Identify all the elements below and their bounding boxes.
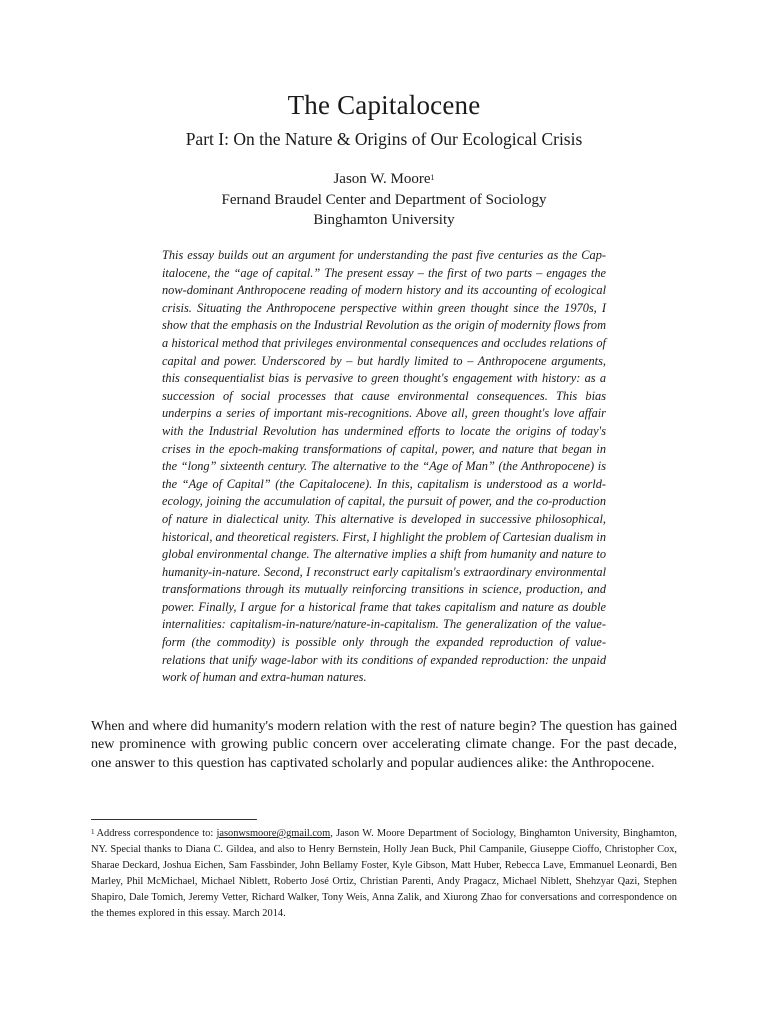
email-link[interactable]: jasonwsmoore@gmail.com [216,828,331,839]
author-block [0,169,768,231]
footnote-divider [91,819,257,820]
body-paragraph: When and where did humanity's modern relation with the rest of nature begin? The question has gained new prominence with growing public concern over accelerating climate change. For the past decade, one answer to this question has captivated scholarly and popular audiences alike: the Anthropocene. [91,718,677,771]
footnote-reference[interactable]: 1 [430,173,435,182]
author-university: Binghamton University [313,212,455,228]
author-name: Jason W. Moore [333,171,431,187]
footnote [91,826,677,921]
page-subtitle: Part I: On the Nature & Origins of Our Ecological Crisis [185,129,583,149]
footnote-text: , Jason W. Moore Department of Sociology, Binghamton University, Binghamton, NY. Special thanks to Diana C. Gildea, and also to Henry Bernstein, Holly Jean Buck, Phil Campanile, Giuseppe Cioffo, Christopher Cox, Sharae Deckard, Joshua Eichen, Sam Fassbinder, John Bellamy Foster, Kyle Gibson, Matt Huber, Rebecca Lave, Emmanuel Leonardi, Ben Marley, Phil McMichael, Michael Niblett, Roberto José Ortiz, Christian Parenti, Andy Pragacz, Michael Niblett, Shehzyar Qazi, Stephen Shapiro, Dale Tomich, Jeremy Vetter, Richard Walker, Tony Weis, Anna Zalik, and Xiurong Zhao for conversations and correspondence on the themes explored in this essay. March 2014. [91,828,677,919]
page-title: The Capitalocene [287,90,481,120]
footnote-mark: 1 [91,828,95,836]
author-line [0,169,768,190]
abstract: This essay builds out an argument for understanding the past five centuries as the Capitalocene, the “age of capital.” The present essay – the first of two parts – engages the now-dominant Anthropocene reading of modern history and its accounting of ecological crisis. Situating the Anthropocene perspective within green thought since the 1970s, I show that the emphasis on the Industrial Revolution as the origin of modernity flows from a historical method that privileges environmental consequences and occludes relations of capital and power. Underscored by – but hardly limited to – Anthropocene arguments, this consequentialist bias is pervasive to green thought's engagement with history: as a succession of social processes that cause environmental consequences. This bias underpins a series of important mis-recognitions. Above all, green thought's love affair with the Industrial Revolution has undermined efforts to locate the origins of today's crises in the epoch-making transformations of capital, power, and nature that began in the “long” sixteenth century. The alternative to the “Age of Man” (the Anthropocene) is the “Age of Capital” (the Capitalocene). In this, capitalism is understood as a world-ecology, joining the accumulation of capital, the pursuit of power, and the co-production of nature in dialectical unity. This alternative is developed in successive philosophical, historical, and theoretical registers. First, I highlight the problem of Cartesian dualism in global environmental change. The alternative implies a shift from humanity and nature to humanity-in-nature. Second, I reconstruct early capitalism's extraordinary environmental transformations through its mutually reinforcing transitions in science, production, and power. Finally, I argue for a historical frame that takes capitalism and nature as double internalities: capitalism-in-nature/nature-in-capitalism. The generalization of the value-form (the commodity) is possible only through the expanded reproduction of value-relations that unify wage-labor with its conditions of expanded reproduction: the unpaid work of human and extra-human natures. [162,248,606,685]
author-affiliation: Fernand Braudel Center and Department of Sociology [221,191,547,208]
footnote-prefix: Address correspondence to: [96,828,217,839]
